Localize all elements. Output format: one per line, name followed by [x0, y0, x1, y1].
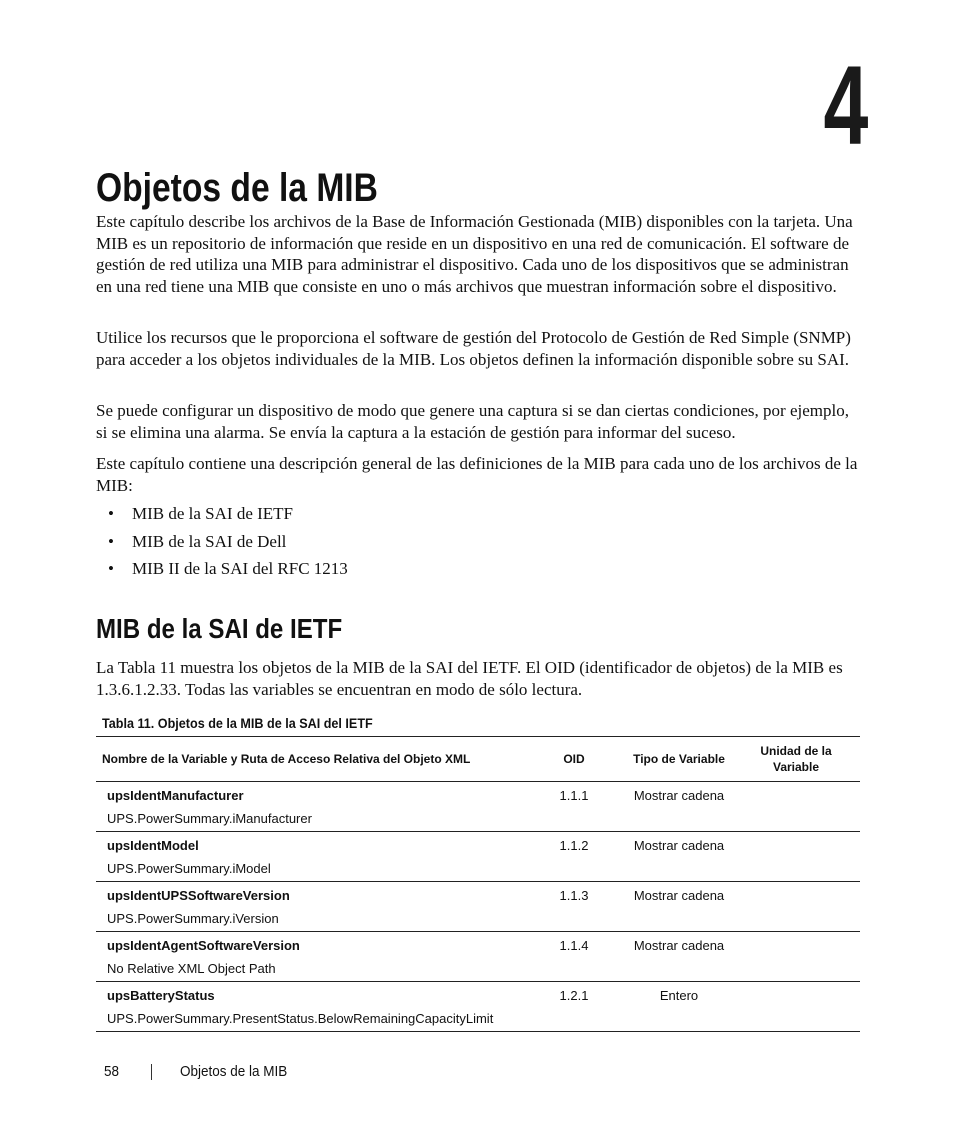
- type-cell: Mostrar cadena: [626, 782, 732, 832]
- bullet-icon: •: [108, 531, 114, 551]
- bullet-icon: •: [108, 559, 114, 578]
- unit-cell: [732, 782, 860, 832]
- unit-cell: [732, 982, 860, 1032]
- unit-cell: [732, 932, 860, 982]
- table-row: [96, 932, 860, 982]
- list-item-text: MIB de la SAI de Dell: [132, 531, 287, 551]
- list-item: [96, 531, 348, 559]
- list-item-text: MIB de la SAI de IETF: [132, 504, 294, 523]
- variable-path: UPS.PowerSummary.PresentStatus.BelowRemainingCapacityLimit: [107, 1011, 494, 1026]
- list-item: [96, 503, 348, 531]
- oid-cell: 1.1.1: [522, 782, 626, 832]
- table-row: [96, 832, 860, 882]
- type-cell: Mostrar cadena: [626, 832, 732, 882]
- table-caption: Tabla 11. Objetos de la MIB de la SAI del IETF: [102, 715, 373, 731]
- table-row: [96, 882, 860, 932]
- variable-cell: [96, 982, 522, 1032]
- intro-paragraph-1: Este capítulo describe los archivos de la Base de Información Gestionada (MIB) disponibles con la tarjeta. Una MIB es un repositorio de información que reside en un dispositivo en una red de comunicación. El software de gestión de red utiliza una MIB para administrar el dispositivo. Cada uno de los dispositivos que se administran en una red tiene una MIB que consiste en uno o más archivos que muestran información sobre el dispositivo.: [96, 212, 853, 296]
- variable-path: No Relative XML Object Path: [107, 961, 276, 976]
- variable-cell: [96, 932, 522, 982]
- column-header-type: Tipo de Variable: [626, 737, 732, 782]
- variable-path: UPS.PowerSummary.iModel: [107, 861, 271, 876]
- list-item-text: MIB II de la SAI del RFC 1213: [132, 559, 348, 578]
- column-header-unit: Unidad de la Variable: [732, 737, 860, 782]
- oid-cell: 1.1.3: [522, 882, 626, 932]
- type-cell: Mostrar cadena: [626, 932, 732, 982]
- unit-cell: [732, 882, 860, 932]
- footer-chapter-title: Objetos de la MIB: [179, 1063, 287, 1080]
- variable-cell: [96, 882, 522, 932]
- unit-cell: [732, 832, 860, 882]
- footer-divider: [151, 1064, 152, 1080]
- table-row: [96, 782, 860, 832]
- variable-path: UPS.PowerSummary.iManufacturer: [107, 811, 312, 826]
- oid-cell: 1.2.1: [522, 982, 626, 1032]
- bullet-icon: •: [108, 504, 114, 523]
- variable-name: upsIdentModel: [107, 838, 199, 853]
- oid-cell: 1.1.2: [522, 832, 626, 882]
- page-title: Objetos de la MIB: [96, 166, 378, 210]
- table-header-row: [96, 737, 860, 782]
- type-cell: Mostrar cadena: [626, 882, 732, 932]
- intro-paragraph-2: Utilice los recursos que le proporciona el software de gestión del Protocolo de Gestión de Red Simple (SNMP) para acceder a los objetos individuales de la MIB. Los objetos definen la información disponible sobre su SAI.: [96, 328, 851, 369]
- variable-cell: [96, 832, 522, 882]
- variable-name: upsBatteryStatus: [107, 988, 215, 1003]
- variable-path: UPS.PowerSummary.iVersion: [107, 911, 279, 926]
- type-cell: Entero: [626, 982, 732, 1032]
- page-number: 58: [104, 1063, 120, 1080]
- chapter-number: 4: [823, 43, 868, 168]
- intro-paragraph-4: Este capítulo contiene una descripción general de las definiciones de la MIB para cada uno de los archivos de la MIB:: [96, 454, 858, 495]
- variable-cell: [96, 782, 522, 832]
- list-item: [96, 558, 348, 586]
- section-title: MIB de la SAI de IETF: [96, 613, 343, 644]
- variable-name: upsIdentAgentSoftwareVersion: [107, 938, 300, 953]
- mib-objects-table: [96, 736, 860, 1032]
- variable-name: upsIdentManufacturer: [107, 788, 244, 803]
- page-footer: [104, 1062, 299, 1082]
- mib-file-list: [96, 503, 348, 586]
- table-row: [96, 982, 860, 1032]
- column-header-oid: OID: [522, 737, 626, 782]
- variable-name: upsIdentUPSSoftwareVersion: [107, 888, 290, 903]
- column-header-name: Nombre de la Variable y Ruta de Acceso Relativa del Objeto XML: [96, 737, 522, 782]
- section-paragraph: La Tabla 11 muestra los objetos de la MIB de la SAI del IETF. El OID (identificador de objetos) de la MIB es 1.3.6.1.2.33. Todas las variables se encuentran en modo de sólo lectura.: [96, 658, 843, 699]
- oid-cell: 1.1.4: [522, 932, 626, 982]
- intro-paragraph-3: Se puede configurar un dispositivo de modo que genere una captura si se dan ciertas condiciones, por ejemplo, si se elimina una alarma. Se envía la captura a la estación de gestión para informar del suceso.: [96, 401, 849, 442]
